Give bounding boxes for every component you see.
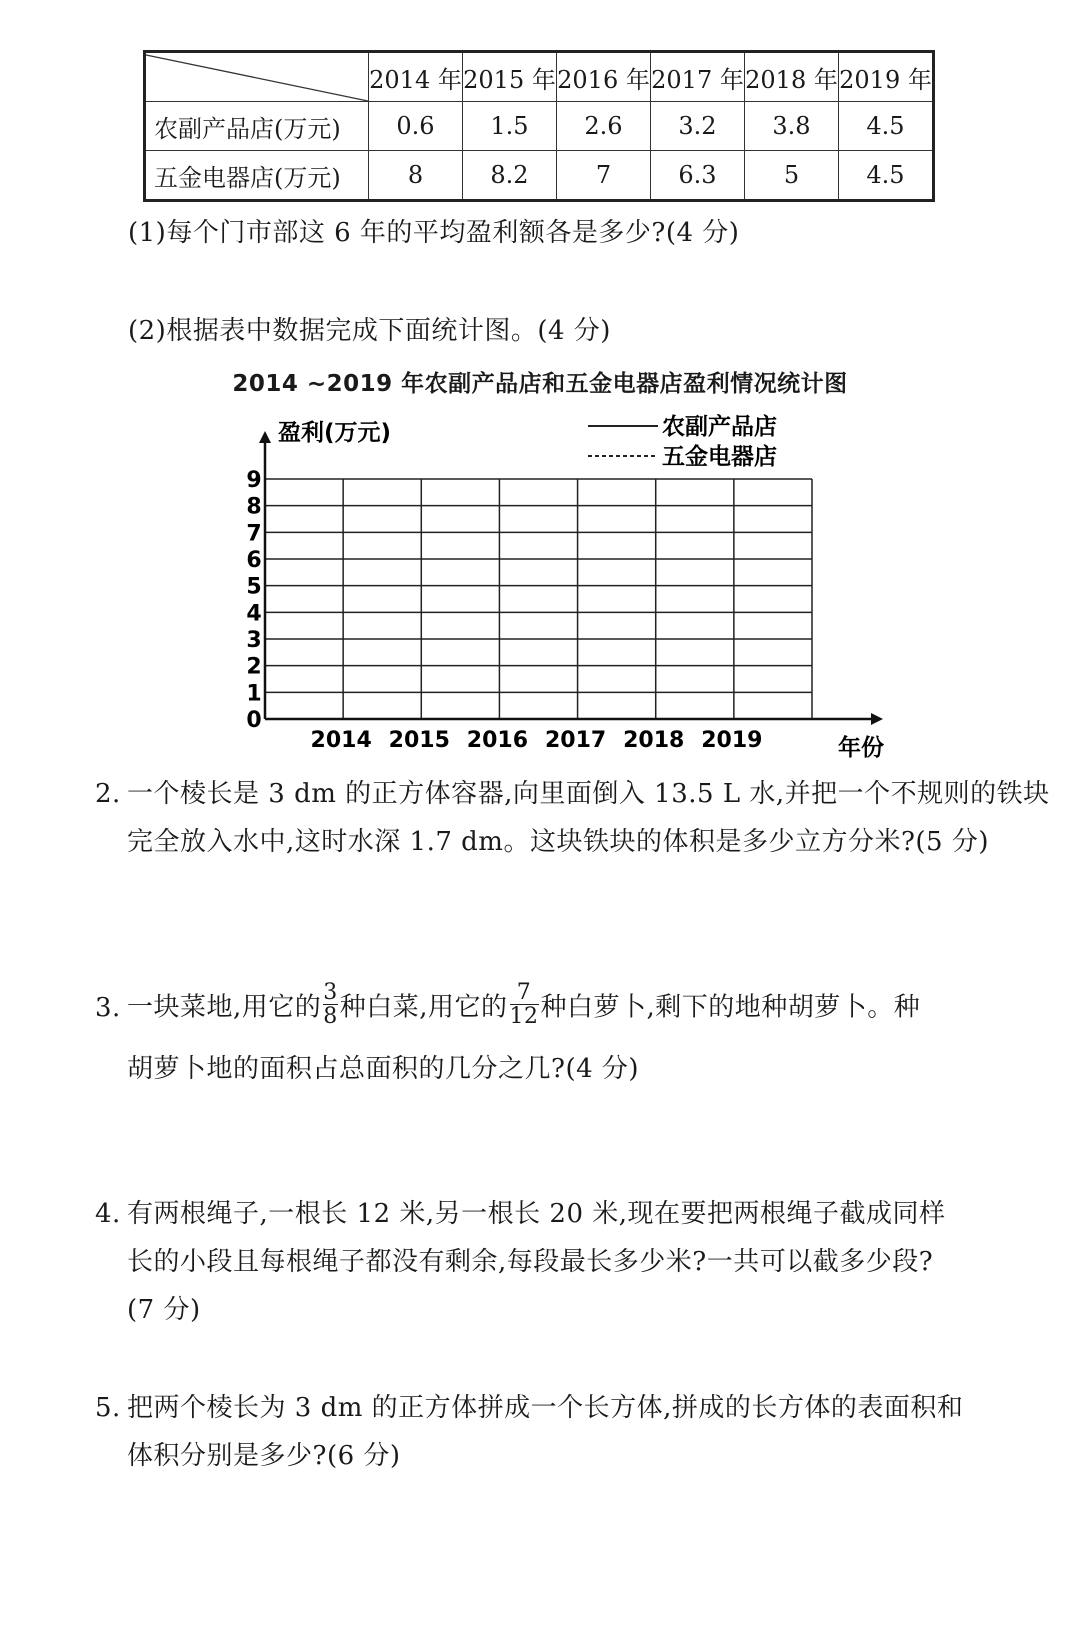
table-cell: 4.5 [839,102,934,151]
y-tick-label: 5 [246,574,262,600]
table-header-year: 2015 年 [463,52,557,102]
fraction-denominator: 8 [323,1004,338,1030]
question-4-line-1 [95,1201,946,1227]
table-cell: 8.2 [463,151,557,201]
table-cell: 6.3 [651,151,745,201]
x-tick-label: 2017 [544,728,607,753]
question-5-line-2: 体积分别是多少?(6 分) [127,1441,401,1471]
y-tick-label: 3 [246,628,262,653]
question-text: 一块菜地,用它的 [127,992,322,1023]
question-4-line-3: (7 分) [127,1295,201,1325]
question-text: 把两个棱长为 3 dm 的正方体拼成一个长方体,拼成的长方体的表面积和 [127,1393,964,1423]
table-cell: 3.8 [745,102,839,151]
table-cell: 2.6 [557,102,651,151]
y-tick-label: 6 [246,548,262,573]
question-1-part-1: (1)每个门市部这 6 年的平均盈利额各是多少?(4 分) [128,218,740,248]
table-row [145,102,934,151]
y-tick-label: 0 [246,708,262,733]
x-tick-label: 2018 [623,728,685,753]
table-cell: 1.5 [463,102,557,151]
chart-grid [265,479,812,719]
table-header-year: 2019 年 [839,52,934,102]
question-text: 种白萝卜,剩下的地种胡萝卜。种 [540,992,921,1023]
x-tick-label: 2014 [310,728,372,753]
question-3-line-2: 胡萝卜地的面积占总面积的几分之几?(4 分) [127,1054,640,1084]
chart-tick-labels [246,468,762,753]
question-text: 有两根绳子,一根长 12 米,另一根长 20 米,现在要把两根绳子截成同样 [127,1199,946,1229]
question-text: 种白菜,用它的 [339,992,508,1023]
table-row-label: 五金电器店(万元) [145,151,369,201]
table-header-year: 2014 年 [369,52,463,102]
x-tick-label: 2015 [388,728,450,753]
fraction-three-eighths [323,981,338,1028]
y-axis-label: 盈利(万元) [278,420,392,446]
table-cell: 5 [745,151,839,201]
table-row [145,151,934,201]
question-1-part-2: (2)根据表中数据完成下面统计图。(4 分) [128,316,611,346]
table-cell: 3.2 [651,102,745,151]
profit-line-chart [0,355,1080,785]
y-tick-label: 4 [246,601,262,627]
question-text: 一个棱长是 3 dm 的正方体容器,向里面倒入 13.5 L 水,并把一个不规则的铁块 [127,779,1050,809]
y-tick-label: 1 [246,681,262,707]
chart-title: 2014 ~2019 年农副产品店和五金电器店盈利情况统计图 [232,371,848,397]
chart-axes [259,431,883,725]
table-header-row [145,52,934,102]
table-row-label: 农副产品店(万元) [145,102,369,151]
question-3-line-1 [95,980,921,1032]
table-header-year: 2018 年 [745,52,839,102]
question-2-line-2: 完全放入水中,这时水深 1.7 dm。这块铁块的体积是多少立方分米?(5 分) [127,827,989,857]
x-axis-label: 年份 [838,735,884,761]
x-axis-arrow [871,713,883,725]
y-tick-label: 9 [246,468,262,493]
y-tick-label: 8 [246,494,262,520]
question-number: 4. [95,1199,121,1229]
y-tick-label: 7 [246,521,262,547]
profit-table [143,50,935,202]
fraction-numerator: 7 [516,980,532,1005]
table-corner-cell [145,52,369,102]
x-tick-label: 2016 [466,728,529,753]
fraction-denominator: 12 [509,1004,539,1030]
corner-diagonal [146,53,368,101]
y-tick-label: 2 [246,654,262,680]
table-cell: 8 [369,151,463,201]
x-tick-label: 2019 [701,728,763,753]
y-axis-arrow [259,431,271,443]
question-number: 3. [95,992,121,1023]
table-cell: 0.6 [369,102,463,151]
question-4-line-2: 长的小段且每根绳子都没有剩余,每段最长多少米?一共可以截多少段? [127,1247,934,1277]
chart-legend [588,413,777,470]
question-5-line-1 [95,1395,963,1421]
legend-series-1-label: 农副产品店 [662,414,777,440]
table-header-year: 2017 年 [651,52,745,102]
question-number: 2. [95,779,121,809]
question-2-line-1 [95,781,1050,807]
question-number: 5. [95,1393,121,1423]
table-cell: 4.5 [839,151,934,201]
table-header-year: 2016 年 [557,52,651,102]
fraction-seven-twelfths [510,981,539,1028]
fraction-numerator: 3 [323,980,338,1005]
legend-series-2-label: 五金电器店 [662,444,777,470]
table-cell: 7 [557,151,651,201]
